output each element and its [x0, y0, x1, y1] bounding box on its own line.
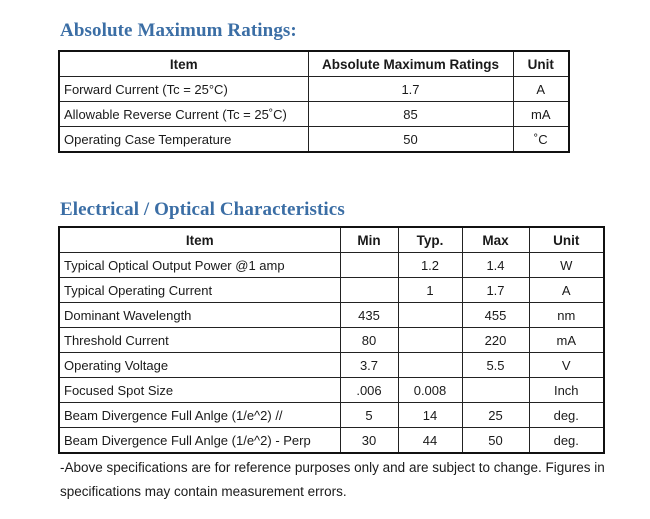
header-item: Item — [59, 51, 308, 77]
absolute-max-ratings-title: Absolute Maximum Ratings: — [60, 20, 297, 41]
item-cell: Forward Current (Tc = 25°C) — [59, 77, 308, 102]
typ-cell: 44 — [398, 428, 462, 454]
disclaimer-note: -Above specifications are for reference purposes only and are subject to change. Figures in specifications may contain measurement errors. — [60, 460, 605, 499]
value-cell: 85 — [308, 102, 513, 127]
max-cell: 1.4 — [462, 253, 529, 278]
unit-cell: A — [513, 77, 569, 102]
table-row — [59, 378, 604, 403]
electrical-optical-table — [58, 226, 605, 454]
max-cell: 455 — [462, 303, 529, 328]
item-cell: Dominant Wavelength — [59, 303, 340, 328]
max-cell: 5.5 — [462, 353, 529, 378]
unit-cell: mA — [513, 102, 569, 127]
table-row — [59, 127, 569, 153]
item-cell: Beam Divergence Full Anlge (1/e^2) // — [59, 403, 340, 428]
unit-cell: A — [529, 278, 604, 303]
header-unit: Unit — [529, 227, 604, 253]
typ-cell — [398, 353, 462, 378]
unit-cell: Inch — [529, 378, 604, 403]
unit-cell: deg. — [529, 403, 604, 428]
typ-cell: 14 — [398, 403, 462, 428]
value-cell: 50 — [308, 127, 513, 153]
header-abs-max: Absolute Maximum Ratings — [308, 51, 513, 77]
typ-cell: 1 — [398, 278, 462, 303]
table-row — [59, 353, 604, 378]
unit-cell: nm — [529, 303, 604, 328]
table-row — [59, 278, 604, 303]
max-cell: 1.7 — [462, 278, 529, 303]
item-cell: Operating Case Temperature — [59, 127, 308, 153]
typ-cell: 0.008 — [398, 378, 462, 403]
item-cell: Typical Optical Output Power @1 amp — [59, 253, 340, 278]
item-cell: Beam Divergence Full Anlge (1/e^2) - Perp — [59, 428, 340, 454]
max-cell: 50 — [462, 428, 529, 454]
table-row — [59, 253, 604, 278]
max-cell — [462, 378, 529, 403]
min-cell: 30 — [340, 428, 398, 454]
min-cell: 435 — [340, 303, 398, 328]
min-cell: 3.7 — [340, 353, 398, 378]
header-typ: Typ. — [398, 227, 462, 253]
table-row — [59, 102, 569, 127]
unit-cell: V — [529, 353, 604, 378]
table-header-row — [59, 51, 569, 77]
item-cell: Allowable Reverse Current (Tc = 25˚C) — [59, 102, 308, 127]
electrical-optical-title: Electrical / Optical Characteristics — [60, 199, 345, 220]
table-row — [59, 303, 604, 328]
header-min: Min — [340, 227, 398, 253]
table-row — [59, 328, 604, 353]
table-row — [59, 403, 604, 428]
unit-cell: W — [529, 253, 604, 278]
min-cell: 5 — [340, 403, 398, 428]
header-max: Max — [462, 227, 529, 253]
unit-cell: deg. — [529, 428, 604, 454]
max-cell: 220 — [462, 328, 529, 353]
min-cell — [340, 278, 398, 303]
table-row — [59, 428, 604, 454]
min-cell — [340, 253, 398, 278]
item-cell: Operating Voltage — [59, 353, 340, 378]
min-cell: 80 — [340, 328, 398, 353]
min-cell: .006 — [340, 378, 398, 403]
header-item: Item — [59, 227, 340, 253]
table-row — [59, 77, 569, 102]
absolute-max-ratings-table — [58, 50, 570, 153]
unit-cell: ˚C — [513, 127, 569, 153]
typ-cell — [398, 303, 462, 328]
table-header-row — [59, 227, 604, 253]
unit-cell: mA — [529, 328, 604, 353]
item-cell: Threshold Current — [59, 328, 340, 353]
item-cell: Focused Spot Size — [59, 378, 340, 403]
max-cell: 25 — [462, 403, 529, 428]
typ-cell — [398, 328, 462, 353]
header-unit: Unit — [513, 51, 569, 77]
typ-cell: 1.2 — [398, 253, 462, 278]
item-cell: Typical Operating Current — [59, 278, 340, 303]
value-cell: 1.7 — [308, 77, 513, 102]
